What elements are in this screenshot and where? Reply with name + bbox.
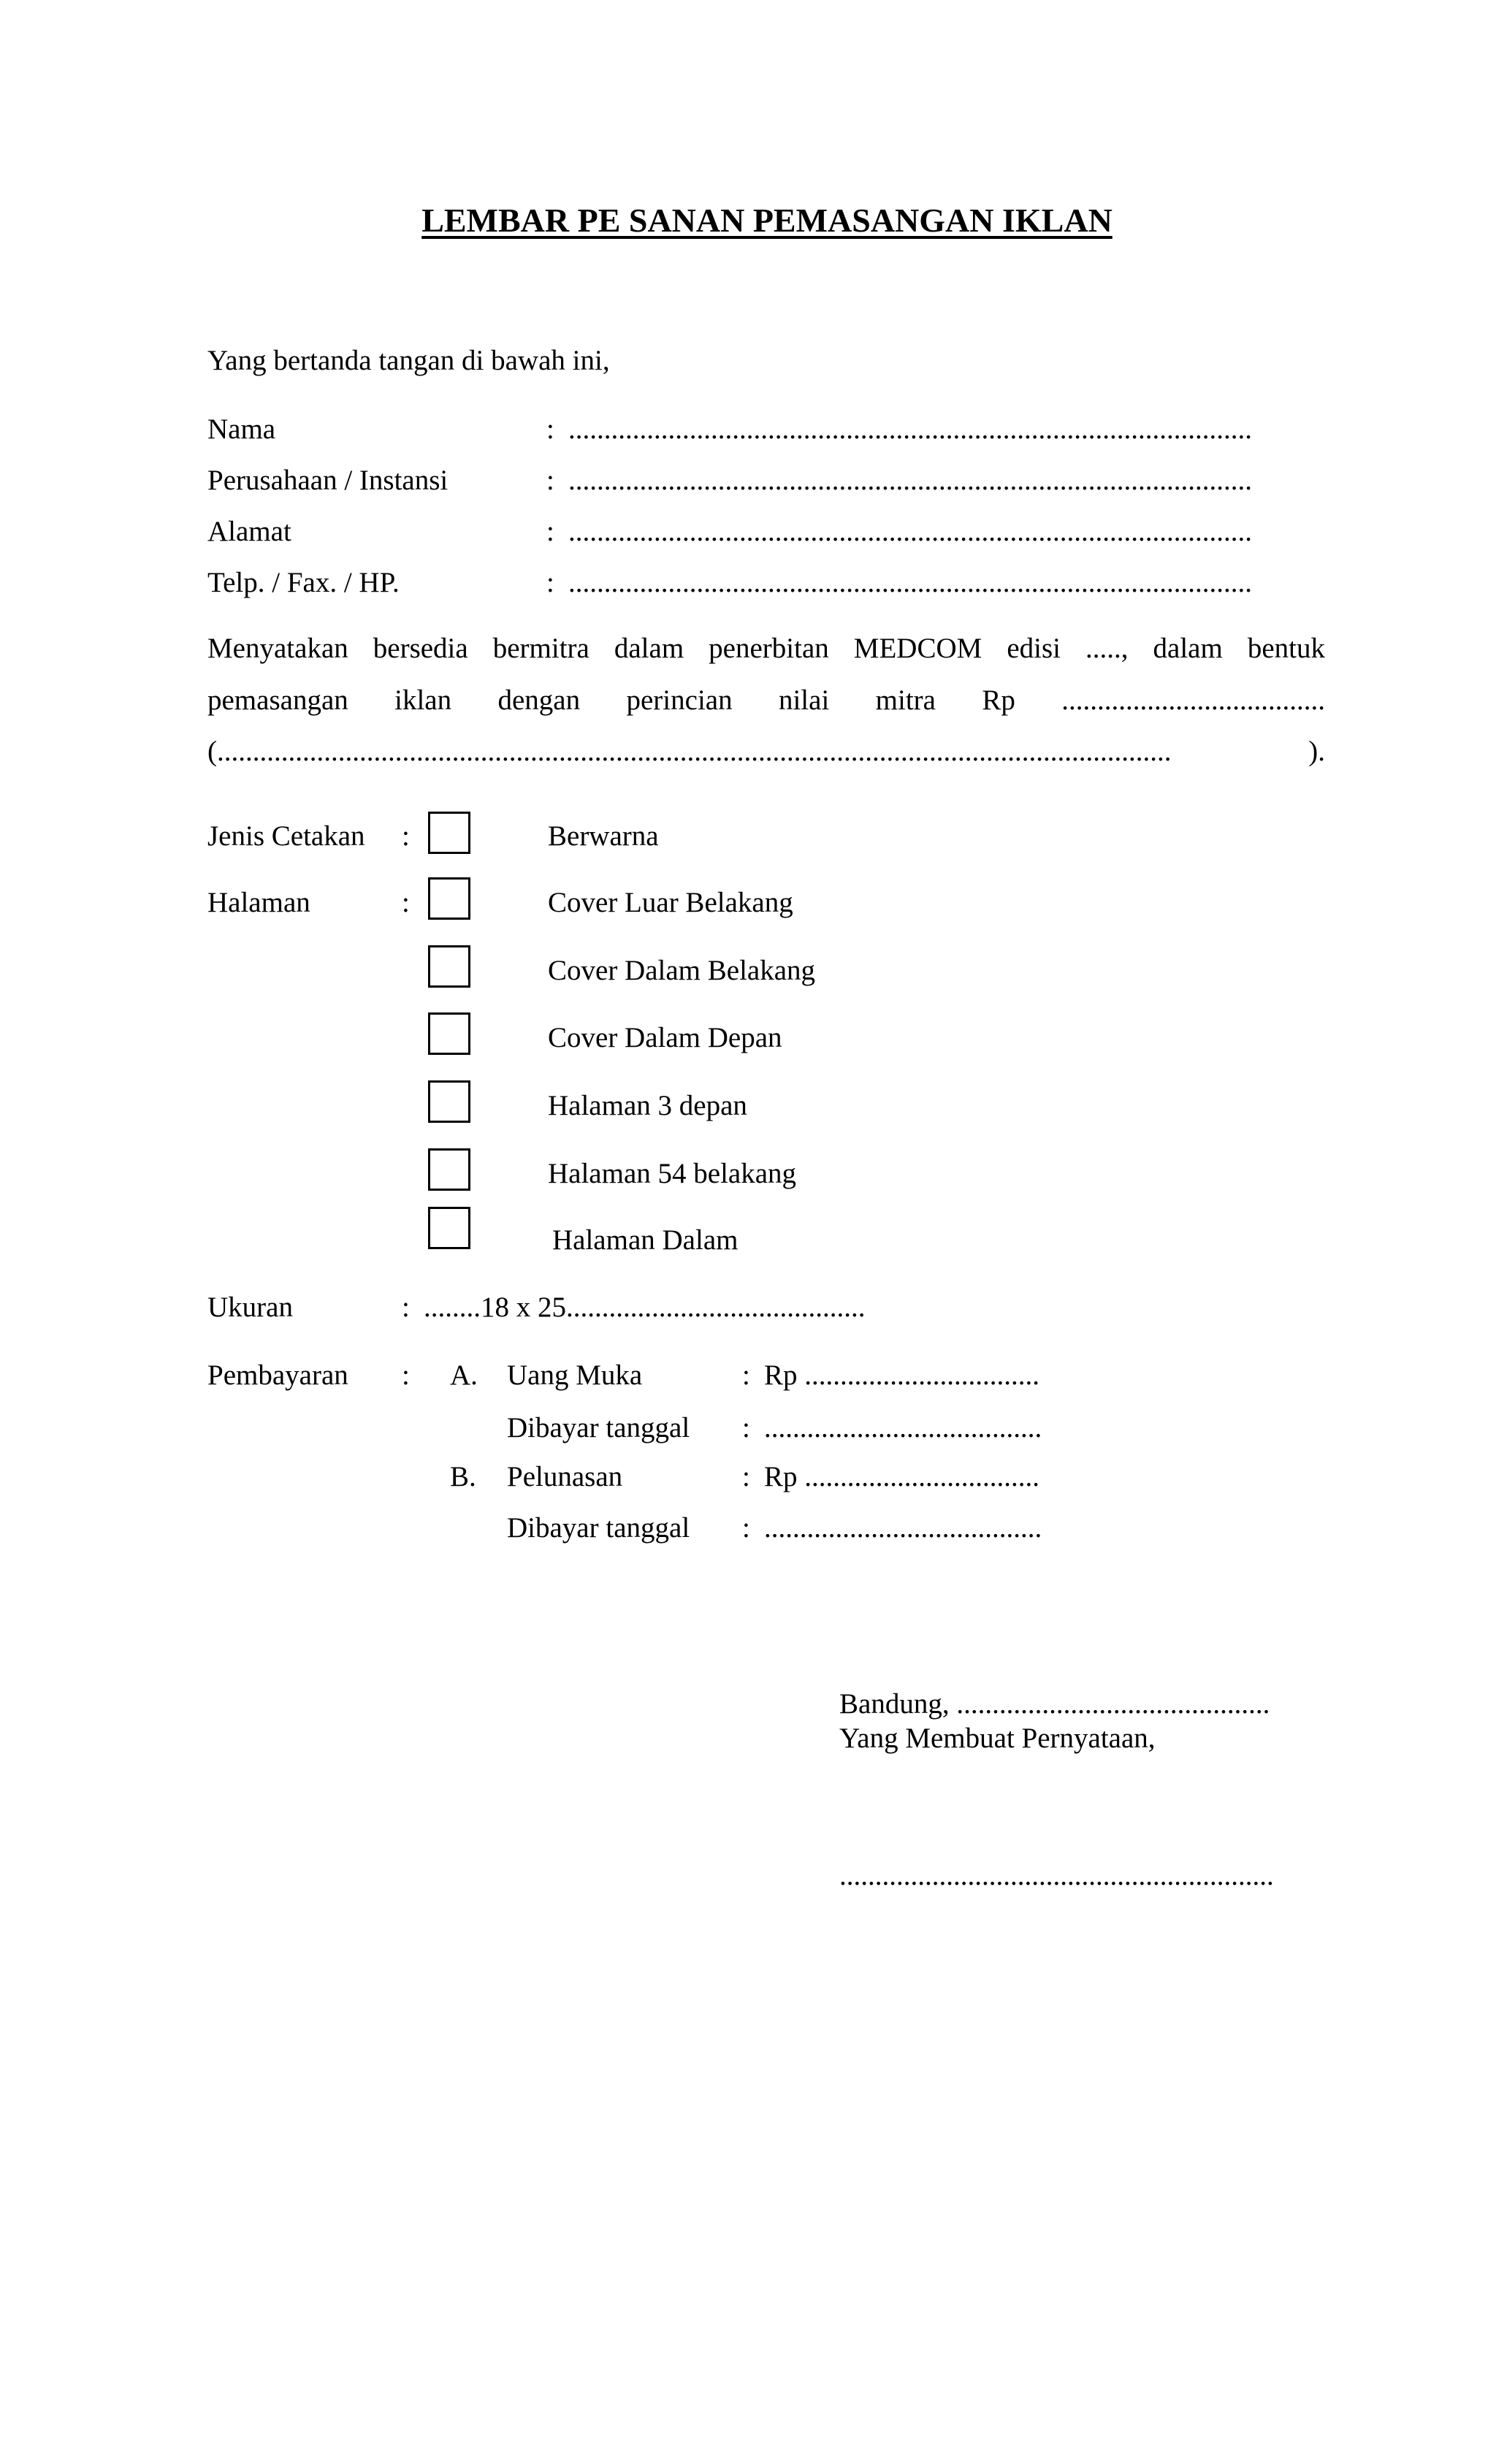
payment-letter-a: A. — [450, 1359, 478, 1391]
field-colon: : — [546, 567, 554, 598]
option-halaman-dalam: Halaman Dalam — [552, 1224, 739, 1256]
ukuran-value[interactable]: ........18 x 25.......................................... — [424, 1292, 866, 1323]
option-cover-luar-belakang: Cover Luar Belakang — [548, 887, 793, 918]
option-halaman-3-depan: Halaman 3 depan — [548, 1090, 747, 1121]
field-colon: : — [546, 516, 554, 547]
halaman-colon: : — [402, 887, 410, 918]
payment-colon: : — [742, 1512, 750, 1544]
intro-text: Yang bertanda tangan di bawah ini, — [207, 345, 610, 376]
statement-line-1: Menyatakan bersedia bermitra dalam penerbitan MEDCOM edisi ....., dalam bentuk — [207, 633, 1325, 664]
option-cover-dalam-belakang: Cover Dalam Belakang — [548, 955, 816, 986]
ukuran-colon: : — [402, 1292, 410, 1323]
field-label-perusahaan: Perusahaan / Instansi — [207, 465, 449, 496]
jenis-cetakan-colon: : — [402, 820, 410, 852]
signature-line[interactable]: ............................................................. — [839, 1860, 1274, 1891]
pembayaran-label: Pembayaran — [207, 1359, 348, 1391]
checkbox-cover-dalam-belakang[interactable] — [428, 945, 470, 988]
payment-letter-b: B. — [450, 1461, 476, 1492]
field-label-telp: Telp. / Fax. / HP. — [207, 567, 400, 598]
signature-place-date[interactable]: Bandung, ............................................ — [839, 1688, 1270, 1720]
payment-label-uang-muka: Uang Muka — [507, 1359, 643, 1391]
payment-colon: : — [742, 1412, 750, 1443]
page-title: LEMBAR PE SANAN PEMASANGAN IKLAN — [421, 202, 1113, 239]
option-cover-dalam-depan: Cover Dalam Depan — [548, 1022, 782, 1053]
field-value-telp[interactable]: ................................................................................................ — [568, 567, 1252, 598]
payment-value-uang-muka[interactable]: Rp ................................. — [764, 1359, 1040, 1391]
field-value-perusahaan[interactable]: ................................................................................................ — [568, 465, 1252, 496]
payment-colon: : — [742, 1461, 750, 1492]
checkbox-berwarna[interactable] — [428, 812, 470, 854]
checkbox-halaman-dalam[interactable] — [428, 1207, 470, 1249]
signature-role: Yang Membuat Pernyataan, — [839, 1723, 1156, 1754]
field-label-nama: Nama — [207, 413, 276, 445]
statement-line-2: pemasangan iklan dengan perincian nilai mitra Rp ..................................... — [207, 684, 1325, 716]
checkbox-halaman-3-depan[interactable] — [428, 1080, 470, 1123]
statement-line-3: (...................................................................................................................................... ). — [207, 736, 1325, 767]
payment-label-dibayar-tanggal-a: Dibayar tanggal — [507, 1412, 690, 1443]
field-value-nama[interactable]: ................................................................................................ — [568, 413, 1252, 445]
checkbox-cover-luar-belakang[interactable] — [428, 877, 470, 920]
payment-label-dibayar-tanggal-b: Dibayar tanggal — [507, 1512, 690, 1544]
halaman-label: Halaman — [207, 887, 310, 918]
checkbox-cover-dalam-depan[interactable] — [428, 1012, 470, 1055]
pembayaran-colon: : — [402, 1359, 410, 1391]
payment-value-dibayar-tanggal-b[interactable]: ....................................... — [764, 1512, 1042, 1544]
jenis-cetakan-label: Jenis Cetakan — [207, 820, 365, 852]
payment-label-pelunasan: Pelunasan — [507, 1461, 623, 1492]
ukuran-label: Ukuran — [207, 1292, 293, 1323]
field-colon: : — [546, 465, 554, 496]
field-label-alamat: Alamat — [207, 516, 291, 547]
field-value-alamat[interactable]: ................................................................................................ — [568, 516, 1252, 547]
option-halaman-54-belakang: Halaman 54 belakang — [548, 1158, 797, 1189]
payment-value-dibayar-tanggal-a[interactable]: ....................................... — [764, 1412, 1042, 1443]
payment-colon: : — [742, 1359, 750, 1391]
option-berwarna: Berwarna — [548, 820, 659, 852]
payment-value-pelunasan[interactable]: Rp ................................. — [764, 1461, 1040, 1492]
checkbox-halaman-54-belakang[interactable] — [428, 1148, 470, 1191]
field-colon: : — [546, 413, 554, 445]
